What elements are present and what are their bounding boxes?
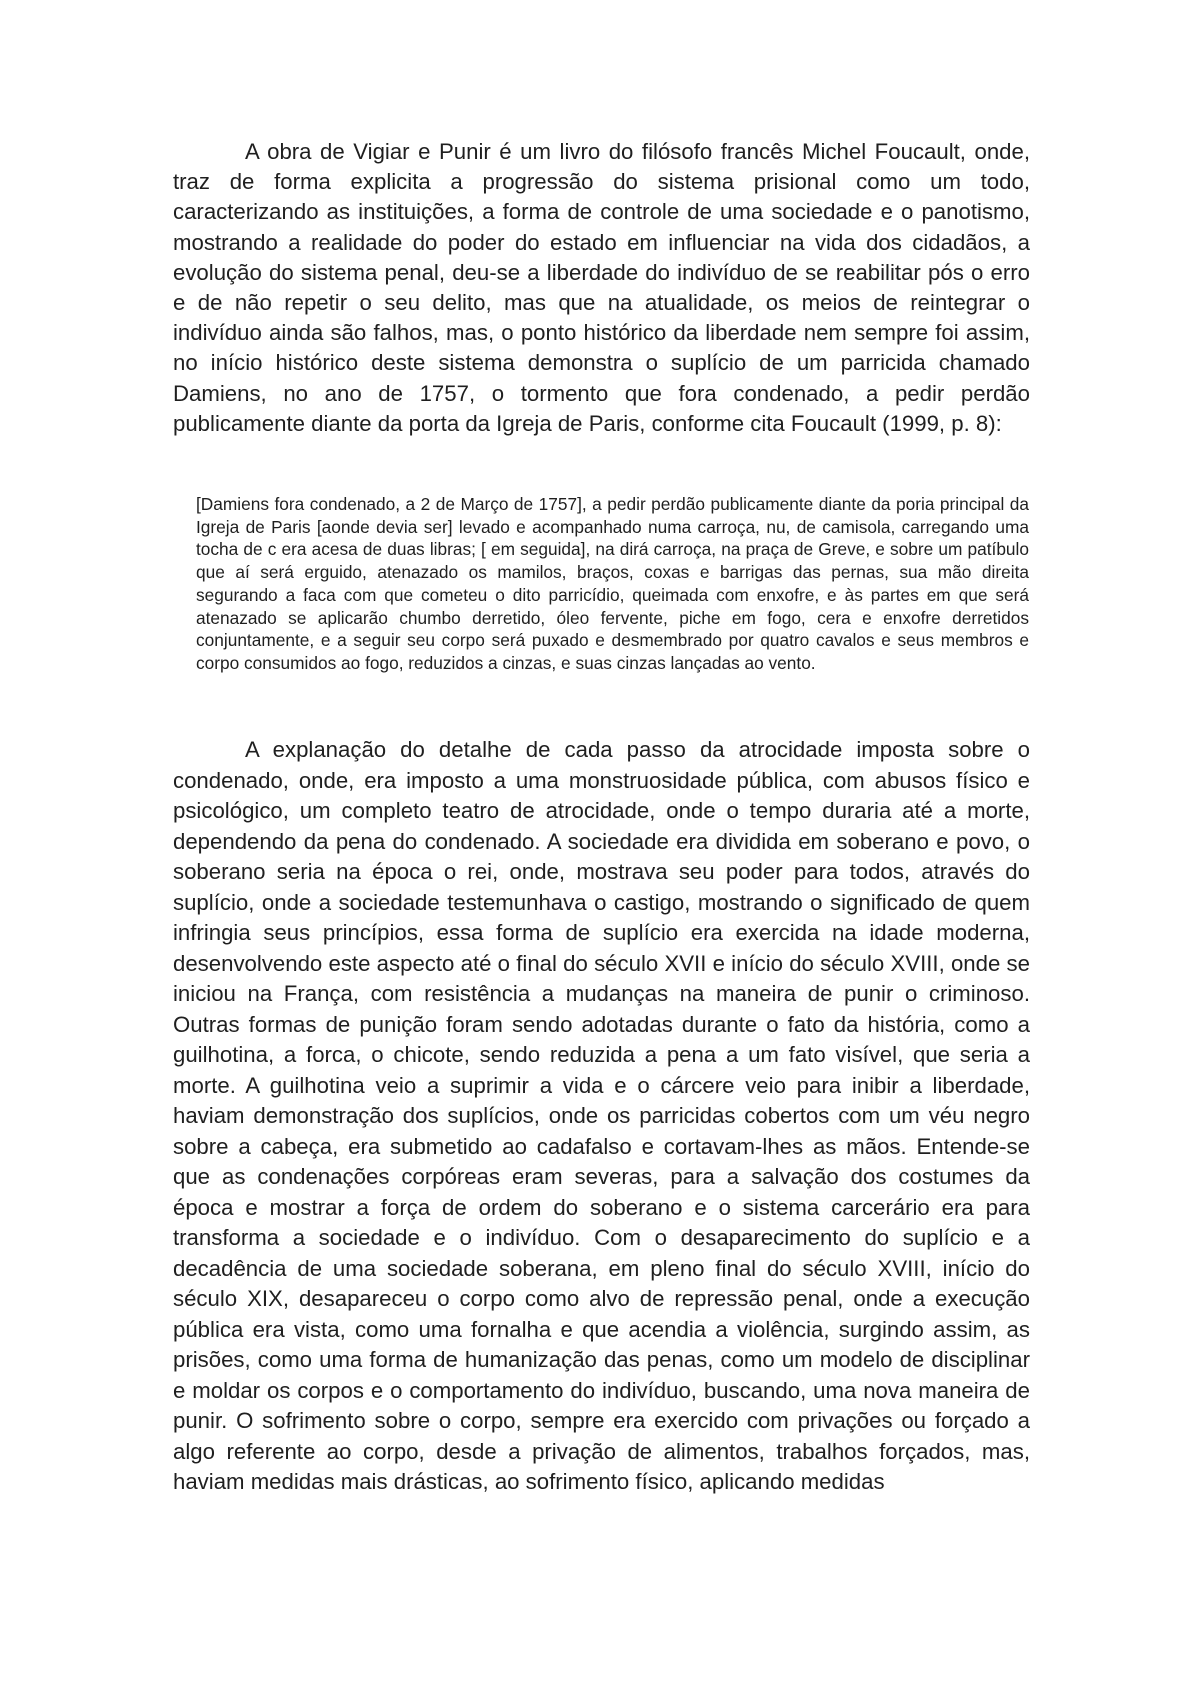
body-paragraph-intro: A obra de Vigiar e Punir é um livro do filósofo francês Michel Foucault, onde, traz de forma explicita a progressão do sistema prisional como um todo, caracterizando as instituições, a forma de controle de uma sociedade e o panotismo, mostrando a realidade do poder do estado em influenciar na vida dos cidadãos, a evolução do sistema penal, deu-se a liberdade do indivíduo de se reabilitar pós o erro e de não repetir o seu delito, mas que na atualidade, os meios de reintegrar o indivíduo ainda são falhos, mas, o ponto histórico da liberdade nem sempre foi assim, no início histórico deste sistema demonstra o suplício de um parricida chamado Damiens, no ano de 1757, o tormento que fora condenado, a pedir perdão publicamente diante da porta da Igreja de Paris, conforme cita Foucault (1999, p. 8): (173, 139, 1030, 436)
body-paragraph-explanation: A explanação do detalhe de cada passo da atrocidade imposta sobre o condenado, onde, era imposto a uma monstruosidade pública, com abusos físico e psicológico, um completo teatro de atrocidade, onde o tempo duraria até a morte, dependendo da pena do condenado. A sociedade era dividida em soberano e povo, o soberano seria na época o rei, onde, mostrava seu poder para todos, através do suplício, onde a sociedade testemunhava o castigo, mostrando o significado de quem infringia seus princípios, essa forma de suplício era exercida na idade moderna, desenvolvendo este aspecto até o final do século XVII e início do século XVIII, onde se iniciou na França, com resistência a mudanças na maneira de punir o criminoso. Outras formas de punição foram sendo adotadas durante o fato da história, como a guilhotina, a forca, o chicote, sendo reduzida a pena a um fato visível, que seria a morte. A guilhotina veio a suprimir a vida e o cárcere veio para inibir a liberdade, haviam demonstração dos suplícios, onde os parricidas cobertos com um véu negro sobre a cabeça, era submetido ao cadafalso e cortavam-lhes as mãos. Entende-se que as condenações corpóreas eram severas, para a salvação dos costumes da época e mostrar a força de ordem do soberano e o sistema carcerário era para transforma a sociedade e o indivíduo. Com o desaparecimento do suplício e a decadência de uma sociedade soberana, em pleno final do século XVIII, início do século XIX, desapareceu o corpo como alvo de repressão penal, onde a execução pública era vista, como uma fornalha e que acendia a violência, surgindo assim, as prisões, como uma forma de humanização das penas, como um modelo de disciplinar e moldar os corpos e o comportamento do indivíduo, buscando, uma nova maneira de punir. O sofrimento sobre o corpo, sempre era exercido com privações ou forçado a algo referente ao corpo, desde a privação de alimentos, trabalhos forçados, mas, haviam medidas mais drásticas, ao sofrimento físico, aplicando medidas (173, 737, 1030, 1494)
block-quote-foucault: [Damiens fora condenado, a 2 de Março de 1757], a pedir perdão publicamente diante da poria principal da Igreja de Paris [aonde devia ser] levado e acompanhado numa carroça, nu, de camisola, carregando uma tocha de c era acesa de duas libras; [ em seguida], na dirá carroça, na praça de Greve, e sobre um patíbulo que aí será erguido, atenazado os mamilos, braços, coxas e barrigas das pernas, sua mão direita segurando a faca com que cometeu o dito parricídio, queimada com enxofre, e às partes em que será atenazado se aplicarão chumbo derretido, óleo fervente, piche em fogo, cera e enxofre derretidos conjuntamente, e a seguir seu corpo será puxado e desmembrado por quatro cavalos e seus membros e corpo consumidos ao fogo, reduzidos a cinzas, e suas cinzas lançadas ao vento. (196, 494, 1029, 673)
